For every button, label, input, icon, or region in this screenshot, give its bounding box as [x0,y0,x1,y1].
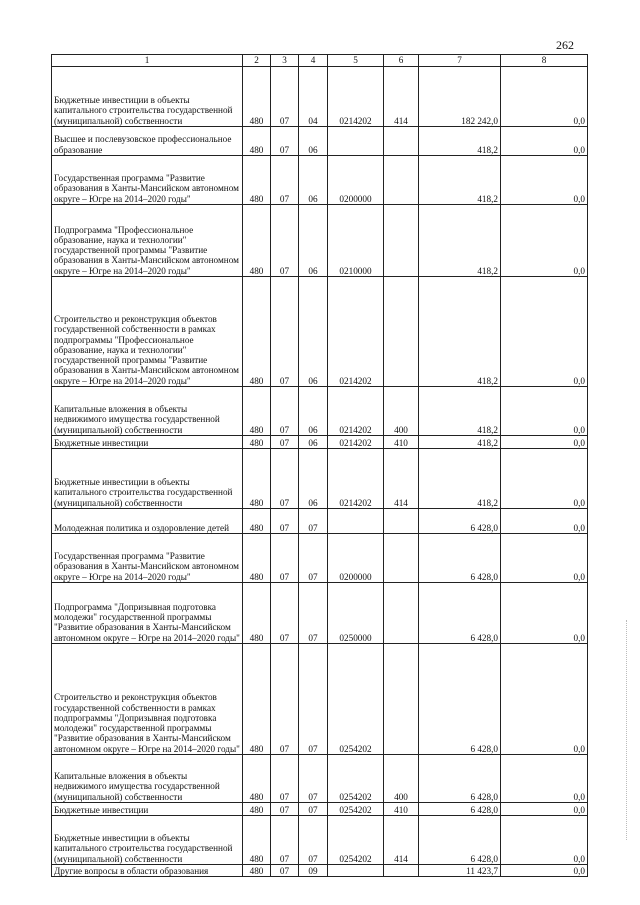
table-row [52,509,588,534]
table-row [52,755,588,803]
row-name-cell: Государственная программа "Развитие образования в Ханты-Мансийском автономном округе – Югре на 2014–2020 годы" [52,534,243,583]
row-name-cell: Бюджетные инвестиции в объекты капитального строительства государственной (муниципальной) собственности [52,816,243,865]
table-row [52,816,588,865]
row-c2-cell: 480 [243,205,271,277]
row-c6-cell: 414 [384,816,419,865]
row-c3-cell: 07 [271,205,299,277]
row-c5-cell [328,127,384,156]
row-c3-cell: 07 [271,67,299,127]
row-name-cell: Бюджетные инвестиции [52,436,243,449]
budget-table [51,54,588,877]
row-c7-cell: 6 428,0 [419,803,501,816]
table-row [52,534,588,583]
row-c2-cell: 480 [243,644,271,755]
row-c7-cell: 418,2 [419,277,501,387]
row-c2-cell: 480 [243,865,271,877]
row-c3-cell: 07 [271,755,299,803]
table-row [52,205,588,277]
row-c2-cell: 480 [243,583,271,644]
row-c4-cell: 06 [299,277,328,387]
row-c3-cell: 07 [271,127,299,156]
row-c4-cell: 06 [299,436,328,449]
column-header: 6 [384,55,419,67]
row-c4-cell: 06 [299,205,328,277]
row-c6-cell [384,865,419,877]
row-c3-cell: 07 [271,816,299,865]
row-name-cell: Капитальные вложения в объекты недвижимого имущества государственной (муниципальной) собственности [52,387,243,436]
row-c8-cell: 0,0 [501,277,588,387]
row-c8-cell: 0,0 [501,67,588,127]
row-c8-cell: 0,0 [501,509,588,534]
page-number: 262 [556,38,574,52]
table-row [52,387,588,436]
row-c6-cell [384,205,419,277]
row-c7-cell: 11 423,7 [419,865,501,877]
row-c3-cell: 07 [271,803,299,816]
row-c4-cell: 07 [299,534,328,583]
row-name-cell: Другие вопросы в области образования [52,865,243,877]
row-c8-cell: 0,0 [501,534,588,583]
row-c2-cell: 480 [243,803,271,816]
row-c3-cell: 07 [271,644,299,755]
row-c2-cell: 480 [243,534,271,583]
column-header: 4 [299,55,328,67]
table-row [52,803,588,816]
row-c8-cell: 0,0 [501,865,588,877]
row-c6-cell [384,127,419,156]
row-c4-cell: 07 [299,755,328,803]
row-c6-cell: 414 [384,449,419,509]
row-name-cell: Бюджетные инвестиции [52,803,243,816]
row-c4-cell: 07 [299,644,328,755]
row-c5-cell: 0200000 [328,534,384,583]
table-row [52,156,588,205]
table-row [52,436,588,449]
row-c7-cell: 6 428,0 [419,509,501,534]
column-header: 5 [328,55,384,67]
row-c7-cell: 418,2 [419,156,501,205]
row-c2-cell: 480 [243,816,271,865]
row-c4-cell: 07 [299,583,328,644]
row-c8-cell: 0,0 [501,803,588,816]
row-c8-cell: 0,0 [501,583,588,644]
row-c3-cell: 07 [271,449,299,509]
row-c7-cell: 6 428,0 [419,755,501,803]
header-row [52,55,588,67]
row-name-cell: Государственная программа "Развитие образования в Ханты-Мансийском автономном округе – Югре на 2014–2020 годы" [52,156,243,205]
row-c8-cell: 0,0 [501,156,588,205]
table-row [52,127,588,156]
row-c6-cell: 410 [384,803,419,816]
row-c4-cell: 06 [299,127,328,156]
row-c5-cell [328,865,384,877]
row-c6-cell [384,277,419,387]
row-c6-cell: 414 [384,67,419,127]
row-c2-cell: 480 [243,436,271,449]
row-c8-cell: 0,0 [501,644,588,755]
table-row [52,583,588,644]
row-c5-cell: 0214202 [328,449,384,509]
table-row [52,644,588,755]
row-c7-cell: 418,2 [419,449,501,509]
row-c7-cell: 418,2 [419,205,501,277]
row-c6-cell: 400 [384,755,419,803]
row-c3-cell: 07 [271,583,299,644]
row-c5-cell: 0254202 [328,803,384,816]
row-c2-cell: 480 [243,156,271,205]
row-c6-cell [384,509,419,534]
row-c8-cell: 0,0 [501,127,588,156]
row-name-cell: Строительство и реконструкция объектов государственной собственности в рамках подпрограммы "Допризывная подготовка молодежи" государственной программы "Развитие образования в Ханты-Мансийском автономном округе – Югре на 2014–2020 годы" [52,644,243,755]
row-name-cell: Молодежная политика и оздоровление детей [52,509,243,534]
row-c3-cell: 07 [271,865,299,877]
row-c4-cell: 04 [299,67,328,127]
row-c4-cell: 07 [299,803,328,816]
row-c8-cell: 0,0 [501,205,588,277]
row-c7-cell: 6 428,0 [419,816,501,865]
column-header: 2 [243,55,271,67]
row-c3-cell: 07 [271,436,299,449]
row-c5-cell: 0254202 [328,644,384,755]
row-c5-cell: 0214202 [328,67,384,127]
row-c8-cell: 0,0 [501,816,588,865]
row-c7-cell: 418,2 [419,436,501,449]
row-c7-cell: 418,2 [419,387,501,436]
table-row [52,277,588,387]
column-header: 8 [501,55,588,67]
row-c5-cell: 0254202 [328,816,384,865]
row-c4-cell: 07 [299,509,328,534]
scan-artifact [626,620,628,840]
row-name-cell: Высшее и послевузовское профессиональное образование [52,127,243,156]
row-c3-cell: 07 [271,277,299,387]
row-c2-cell: 480 [243,127,271,156]
column-header: 3 [271,55,299,67]
row-c3-cell: 07 [271,387,299,436]
row-c8-cell: 0,0 [501,449,588,509]
row-c7-cell: 6 428,0 [419,644,501,755]
row-c7-cell: 418,2 [419,127,501,156]
column-header: 1 [52,55,243,67]
row-name-cell: Бюджетные инвестиции в объекты капитального строительства государственной (муниципальной) собственности [52,67,243,127]
row-name-cell: Капитальные вложения в объекты недвижимого имущества государственной (муниципальной) собственности [52,755,243,803]
row-c8-cell: 0,0 [501,387,588,436]
row-c8-cell: 0,0 [501,755,588,803]
row-c6-cell [384,534,419,583]
row-name-cell: Подпрограмма "Допризывная подготовка молодежи" государственной программы "Развитие образования в Ханты-Мансийском автономном округе – Югре на 2014–2020 годы" [52,583,243,644]
row-c4-cell: 09 [299,865,328,877]
row-c2-cell: 480 [243,67,271,127]
column-header: 7 [419,55,501,67]
row-c6-cell: 410 [384,436,419,449]
row-c5-cell: 0200000 [328,156,384,205]
row-c5-cell: 0210000 [328,205,384,277]
row-name-cell: Бюджетные инвестиции в объекты капитального строительства государственной (муниципальной) собственности [52,449,243,509]
row-c5-cell: 0214202 [328,436,384,449]
row-c6-cell: 400 [384,387,419,436]
row-c5-cell: 0214202 [328,387,384,436]
table-body [52,67,588,877]
row-c7-cell: 6 428,0 [419,534,501,583]
table-row [52,865,588,877]
row-c7-cell: 182 242,0 [419,67,501,127]
row-c3-cell: 07 [271,156,299,205]
row-c2-cell: 480 [243,449,271,509]
row-c4-cell: 06 [299,387,328,436]
row-c2-cell: 480 [243,277,271,387]
row-c5-cell: 0214202 [328,277,384,387]
row-name-cell: Подпрограмма "Профессиональное образование, наука и технологии" государственной программы "Развитие образования в Ханты-Мансийском автономном округе – Югре на 2014–2020 годы" [52,205,243,277]
row-c2-cell: 480 [243,387,271,436]
table-row [52,67,588,127]
row-c3-cell: 07 [271,509,299,534]
row-c4-cell: 07 [299,816,328,865]
row-c2-cell: 480 [243,509,271,534]
row-c2-cell: 480 [243,755,271,803]
row-c3-cell: 07 [271,534,299,583]
row-c6-cell [384,583,419,644]
row-c7-cell: 6 428,0 [419,583,501,644]
row-c5-cell: 0250000 [328,583,384,644]
row-c5-cell [328,509,384,534]
row-c5-cell: 0254202 [328,755,384,803]
row-c8-cell: 0,0 [501,436,588,449]
row-name-cell: Строительство и реконструкция объектов государственной собственности в рамках подпрограммы "Профессиональное образование, наука и технологии" государственной программы "Развитие образования в Ханты-Мансийском автономном округе – Югре на 2014–2020 годы" [52,277,243,387]
row-c6-cell [384,644,419,755]
table-row [52,449,588,509]
row-c6-cell [384,156,419,205]
row-c4-cell: 06 [299,449,328,509]
row-c4-cell: 06 [299,156,328,205]
